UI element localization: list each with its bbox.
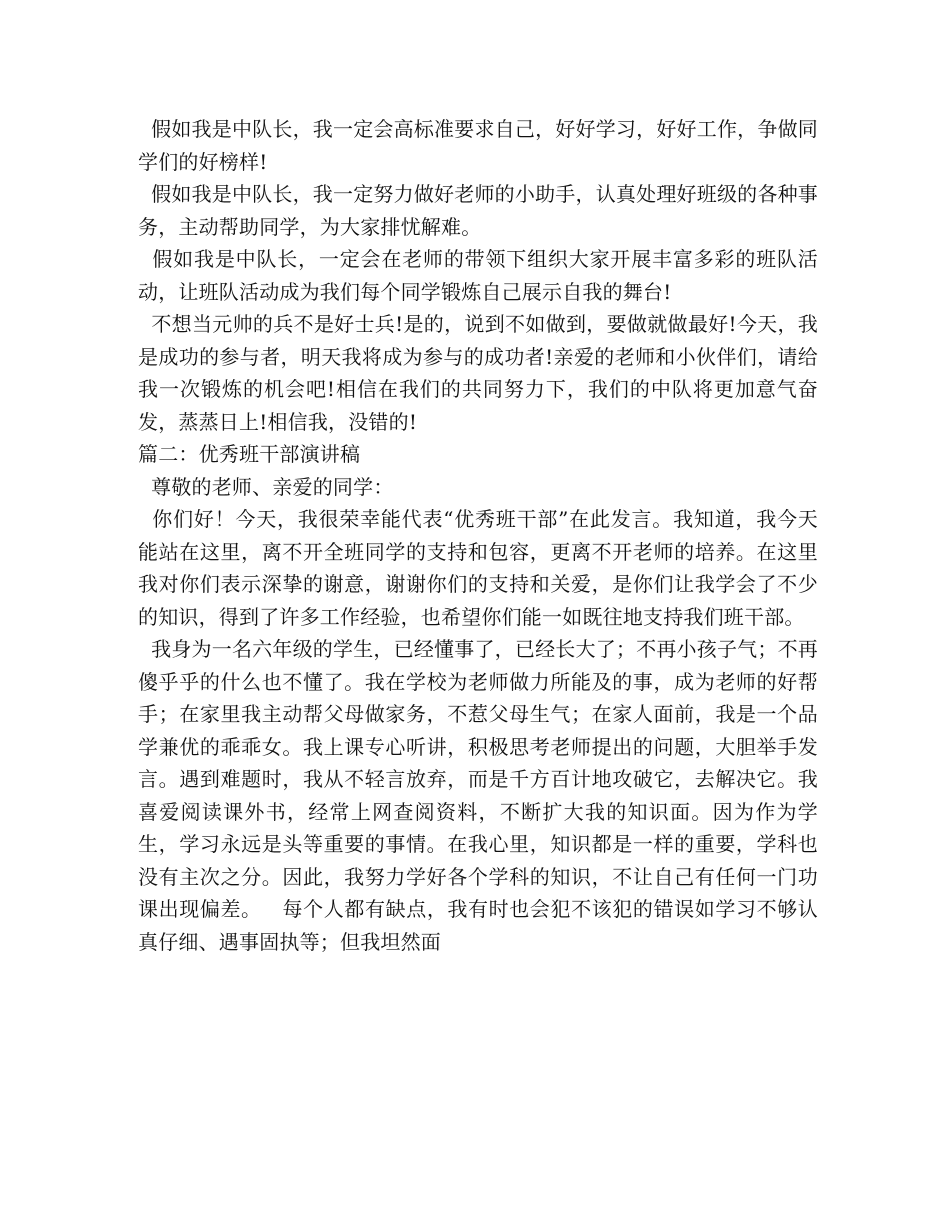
paragraph-7: 你们好！今天，我很荣幸能代表“优秀班干部”在此发言。我知道，我今天能站在这里，离不开全班同学的支持和包容，更离不开老师的培养。在这里我对你们表示深挚的谢意，谢谢你们的支持和关爱，是你们让我学会了不少的知识，得到了许多工作经验，也希望你们能一如既往地支持我们班干部。 (138, 507, 818, 629)
paragraph-1: 假如我是中队长，我一定会高标准要求自己，好好学习，好好工作，争做同学们的好榜样! (138, 117, 818, 174)
paragraph-3: 假如我是中队长，一定会在老师的带领下组织大家开展丰富多彩的班队活动，让班队活动成为我们每个同学锻炼自己展示自我的舞台! (138, 247, 818, 304)
paragraph-2: 假如我是中队长，我一定努力做好老师的小助手，认真处理好班级的各种事务，主动帮助同学，为大家排忧解难。 (138, 182, 818, 239)
salutation: 尊敬的老师、亲爱的同学： (138, 474, 394, 499)
section-heading: 篇二：优秀班干部演讲稿 (138, 442, 361, 466)
paragraph-4: 不想当元帅的兵不是好士兵!是的，说到不如做到，要做就做最好!今天，我是成功的参与者，明天我将成为参与的成功者!亲爱的老师和小伙伴们，请给我一次锻炼的机会吧!相信在我们的共同努力下，我们的中队将更加意气奋发，蒸蒸日上!相信我，没错的! (138, 312, 818, 434)
paragraph-8: 我身为一名六年级的学生，已经懂事了，已经长大了；不再小孩子气；不再傻乎乎的什么也不懂了。我在学校为老师做力所能及的事，成为老师的好帮手；在家里我主动帮父母做家务，不惹父母生气；在家人面前，我是一个品学兼优的乖乖女。我上课专心听讲，积极思考老师提出的问题，大胆举手发言。遇到难题时，我从不轻言放弃，而是千方百计地攻破它，去解决它。我喜爱阅读课外书，经常上网查阅资料，不断扩大我的知识面。因为作为学生，学习永远是头等重要的事情。在我心里，知识都是一样的重要，学科也没有主次之分。因此，我努力学好各个学科的知识，不让自己有任何一门功课出现偏差。 每个人都有缺点，我有时也会犯不该犯的错误如学习不够认真仔细、遇事固执等；但我坦然面 (138, 637, 818, 954)
document-page (138, 113, 818, 958)
